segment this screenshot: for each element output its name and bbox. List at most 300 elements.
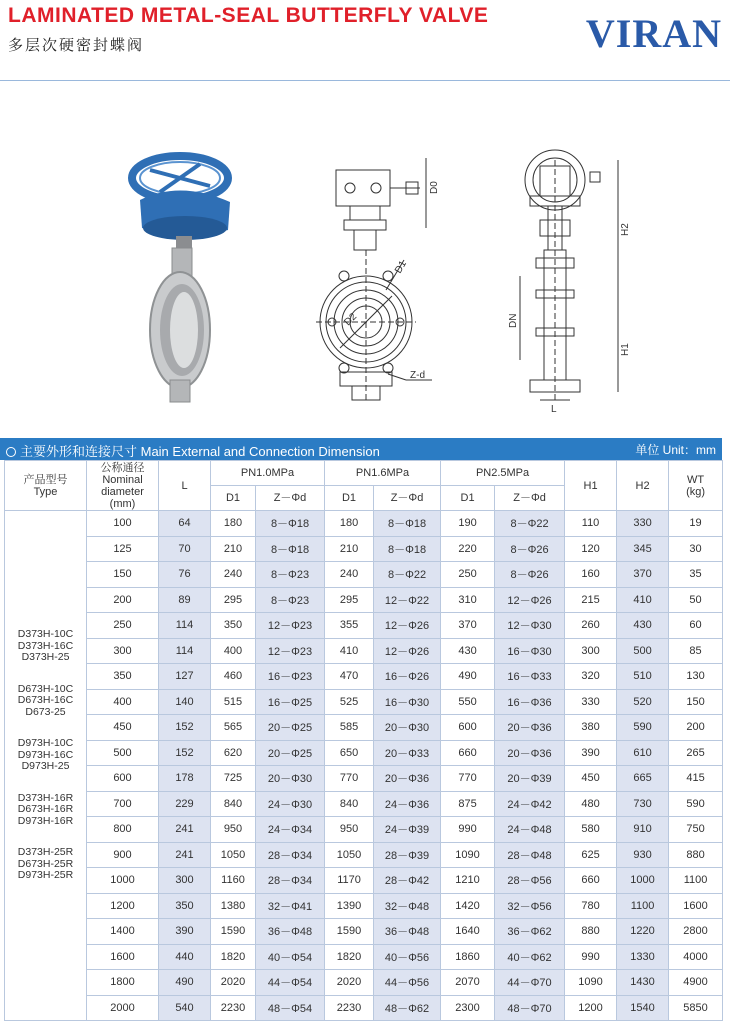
table-cell: 750 [669, 817, 723, 843]
table-cell: 150 [87, 562, 159, 588]
table-cell: 300 [159, 868, 211, 894]
table-cell: 32－Φ48 [374, 893, 441, 919]
table-cell: 2020 [211, 970, 256, 996]
table-cell: 320 [565, 664, 617, 690]
table-cell: 28－Φ39 [374, 842, 441, 868]
table-cell: 215 [565, 587, 617, 613]
table-cell: 625 [565, 842, 617, 868]
table-cell: 660 [565, 868, 617, 894]
table-cell: 70 [159, 536, 211, 562]
table-row [5, 995, 723, 1021]
header-pn25-zphid: Z－Φd [495, 486, 565, 511]
table-cell: 800 [87, 817, 159, 843]
table-cell: 430 [617, 613, 669, 639]
table-cell: 12－Φ23 [256, 613, 325, 639]
table-cell: 2800 [669, 919, 723, 945]
table-cell: 1210 [441, 868, 495, 894]
table-cell: 40－Φ56 [374, 944, 441, 970]
table-cell: 24－Φ30 [256, 791, 325, 817]
table-cell: 48－Φ70 [495, 995, 565, 1021]
table-cell: 1640 [441, 919, 495, 945]
table-cell: 1100 [669, 868, 723, 894]
table-cell: 20－Φ33 [374, 740, 441, 766]
table-cell: 24－Φ42 [495, 791, 565, 817]
table-cell: 410 [325, 638, 374, 664]
table-cell: 1820 [325, 944, 374, 970]
table-cell: 770 [325, 766, 374, 792]
table-cell: 355 [325, 613, 374, 639]
table-cell: 12－Φ22 [374, 587, 441, 613]
table-cell: 1590 [211, 919, 256, 945]
table-cell: 210 [211, 536, 256, 562]
table-row [5, 817, 723, 843]
table-cell: 20－Φ30 [256, 766, 325, 792]
table-cell: 665 [617, 766, 669, 792]
table-cell: 390 [565, 740, 617, 766]
table-cell: 20－Φ25 [256, 740, 325, 766]
table-cell: 44－Φ54 [256, 970, 325, 996]
table-cell: 200 [87, 587, 159, 613]
table-cell: 30 [669, 536, 723, 562]
table-row [5, 842, 723, 868]
table-cell: 35 [669, 562, 723, 588]
table-cell: 370 [441, 613, 495, 639]
header-dn-cn: 公称通径 [100, 461, 145, 474]
brand-logo: VIRAN [585, 11, 722, 56]
table-cell: 240 [325, 562, 374, 588]
table-cell: 840 [325, 791, 374, 817]
table-cell: 12－Φ23 [256, 638, 325, 664]
table-row [5, 689, 723, 715]
table-cell: 410 [617, 587, 669, 613]
type-code: D373H-25R [17, 846, 74, 858]
table-cell: 880 [669, 842, 723, 868]
table-cell: 2070 [441, 970, 495, 996]
table-cell: 12－Φ26 [495, 587, 565, 613]
type-code: D973H-16R [17, 814, 74, 827]
table-cell: 930 [617, 842, 669, 868]
label-zd: Z-d [410, 370, 425, 381]
table-cell: 590 [617, 715, 669, 741]
table-cell: 440 [159, 944, 211, 970]
table-cell: 44－Φ70 [495, 970, 565, 996]
table-body [5, 511, 723, 1021]
table-cell: 990 [441, 817, 495, 843]
table-cell: 310 [441, 587, 495, 613]
table-cell: 600 [87, 766, 159, 792]
table-cell: 20－Φ36 [495, 715, 565, 741]
table-cell: 19 [669, 511, 723, 537]
table-cell: 28－Φ34 [256, 842, 325, 868]
table-cell: 24－Φ36 [374, 791, 441, 817]
table-cell: 540 [159, 995, 211, 1021]
table-cell: 460 [211, 664, 256, 690]
table-cell: 730 [617, 791, 669, 817]
table-cell: 565 [211, 715, 256, 741]
table-cell: 1090 [565, 970, 617, 996]
table-cell: 265 [669, 740, 723, 766]
table-cell: 220 [441, 536, 495, 562]
table-cell: 580 [565, 817, 617, 843]
valve-photo [132, 156, 230, 402]
table-cell: 1050 [325, 842, 374, 868]
type-code: D973H-10C [17, 737, 74, 749]
header-dn [87, 461, 159, 511]
table-cell: 370 [617, 562, 669, 588]
table-cell: 520 [617, 689, 669, 715]
table-row [5, 613, 723, 639]
type-group [5, 629, 86, 664]
table-cell: 250 [441, 562, 495, 588]
table-row [5, 766, 723, 792]
table-cell: 150 [669, 689, 723, 715]
table-cell: 140 [159, 689, 211, 715]
table-cell: 490 [159, 970, 211, 996]
table-cell: 1050 [211, 842, 256, 868]
table-cell: 114 [159, 613, 211, 639]
table-cell: 16－Φ33 [495, 664, 565, 690]
table-cell: 40－Φ54 [256, 944, 325, 970]
table-cell: 8－Φ22 [495, 511, 565, 537]
table-cell: 32－Φ41 [256, 893, 325, 919]
header-h1: H1 [565, 461, 617, 511]
table-cell: 8－Φ18 [374, 511, 441, 537]
table-cell: 390 [159, 919, 211, 945]
table-cell: 36－Φ62 [495, 919, 565, 945]
table-cell: 4900 [669, 970, 723, 996]
table-cell: 400 [87, 689, 159, 715]
table-cell: 350 [159, 893, 211, 919]
type-code: D373H-10C [17, 628, 74, 640]
table-cell: 480 [565, 791, 617, 817]
table-cell: 24－Φ48 [495, 817, 565, 843]
unit-label: 单位 Unit：mm [635, 443, 716, 457]
table-cell: 16－Φ30 [495, 638, 565, 664]
table-cell: 36－Φ48 [256, 919, 325, 945]
header-type-cn: 产品型号 [23, 473, 68, 486]
type-group [5, 847, 86, 882]
table-cell: 990 [565, 944, 617, 970]
table-row [5, 970, 723, 996]
table-cell: 1330 [617, 944, 669, 970]
table-cell: 1420 [441, 893, 495, 919]
type-code: D673-25 [25, 705, 66, 718]
table-cell: 900 [87, 842, 159, 868]
table-cell: 1540 [617, 995, 669, 1021]
table-cell: 8－Φ23 [256, 562, 325, 588]
table-cell: 28－Φ48 [495, 842, 565, 868]
table-cell: 380 [565, 715, 617, 741]
table-cell: 24－Φ39 [374, 817, 441, 843]
table-cell: 1390 [325, 893, 374, 919]
table-cell: 950 [211, 817, 256, 843]
table-row [5, 587, 723, 613]
table-cell: 190 [441, 511, 495, 537]
header-pn25-d1: D1 [441, 486, 495, 511]
header-divider [0, 80, 730, 81]
table-cell: 20－Φ25 [256, 715, 325, 741]
page-title-en: LAMINATED METAL-SEAL BUTTERFLY VALVE [8, 4, 489, 27]
header-dn-en2: diameter [101, 485, 144, 498]
type-cell [5, 511, 87, 1021]
header-wt [669, 461, 723, 511]
table-cell: 76 [159, 562, 211, 588]
table-cell: 1380 [211, 893, 256, 919]
side-view-drawing [520, 150, 618, 400]
table-cell: 910 [617, 817, 669, 843]
table-title-bar [0, 438, 722, 460]
type-code: D373H-16C [17, 639, 74, 652]
label-l: L [551, 404, 557, 415]
table-cell: 16－Φ30 [374, 689, 441, 715]
table-cell: 875 [441, 791, 495, 817]
table-cell: 8－Φ18 [256, 536, 325, 562]
table-cell: 1200 [565, 995, 617, 1021]
table-cell: 1800 [87, 970, 159, 996]
table-cell: 40－Φ62 [495, 944, 565, 970]
table-cell: 64 [159, 511, 211, 537]
table-cell: 700 [87, 791, 159, 817]
table-cell: 1430 [617, 970, 669, 996]
table-cell: 470 [325, 664, 374, 690]
table-cell: 8－Φ26 [495, 562, 565, 588]
header-wt-unit: (kg) [686, 485, 706, 498]
table-cell: 20－Φ36 [374, 766, 441, 792]
header-pn25: PN2.5MPa [441, 461, 565, 486]
type-code: D973H-25 [21, 760, 70, 772]
table-cell: 250 [87, 613, 159, 639]
table-cell: 178 [159, 766, 211, 792]
bullet-icon [6, 447, 16, 457]
table-row [5, 868, 723, 894]
table-cell: 650 [325, 740, 374, 766]
table-cell: 8－Φ18 [256, 511, 325, 537]
table-cell: 4000 [669, 944, 723, 970]
table-cell: 200 [669, 715, 723, 741]
table-cell: 1820 [211, 944, 256, 970]
type-code: D673H-25R [17, 857, 74, 870]
table-cell: 8－Φ22 [374, 562, 441, 588]
type-code: D673H-10C [17, 682, 74, 695]
table-cell: 550 [441, 689, 495, 715]
table-cell: 295 [211, 587, 256, 613]
table-cell: 450 [565, 766, 617, 792]
front-view-drawing [316, 158, 432, 402]
table-cell: 5850 [669, 995, 723, 1021]
table-cell: 515 [211, 689, 256, 715]
header-l: L [159, 461, 211, 511]
header-wt-label: WT [686, 473, 705, 486]
table-cell: 28－Φ34 [256, 868, 325, 894]
label-d2: D2 [342, 311, 360, 329]
valve-figures [0, 140, 730, 420]
header-pn10-d1: D1 [211, 486, 256, 511]
table-cell: 16－Φ36 [495, 689, 565, 715]
header-type [5, 461, 87, 511]
label-d1: D1 [393, 258, 409, 276]
table-cell: 330 [617, 511, 669, 537]
table-cell: 1600 [669, 893, 723, 919]
table-cell: 28－Φ42 [374, 868, 441, 894]
dimension-table [4, 460, 723, 1021]
table-cell: 50 [669, 587, 723, 613]
type-code: D973H-25R [17, 869, 74, 881]
table-title: 主要外形和连接尺寸 Main External and Connection Dimension [20, 444, 380, 459]
label-dn: DN [508, 313, 519, 328]
table-cell: 840 [211, 791, 256, 817]
table-cell: 24－Φ34 [256, 817, 325, 843]
type-code: D673H-16C [17, 694, 74, 706]
table-cell: 450 [87, 715, 159, 741]
header-dn-en3: (mm) [109, 497, 136, 510]
type-group [5, 738, 86, 773]
table-cell: 1000 [87, 868, 159, 894]
table-cell: 610 [617, 740, 669, 766]
table-cell: 620 [211, 740, 256, 766]
table-cell: 48－Φ54 [256, 995, 325, 1021]
table-cell: 114 [159, 638, 211, 664]
table-cell: 510 [617, 664, 669, 690]
type-group [5, 793, 86, 828]
table-cell: 660 [441, 740, 495, 766]
table-cell: 500 [87, 740, 159, 766]
table-row [5, 893, 723, 919]
table-cell: 490 [441, 664, 495, 690]
table-cell: 770 [441, 766, 495, 792]
table-cell: 180 [211, 511, 256, 537]
table-cell: 1170 [325, 868, 374, 894]
table-cell: 1160 [211, 868, 256, 894]
table-cell: 430 [441, 638, 495, 664]
table-cell: 1590 [325, 919, 374, 945]
table-cell: 1200 [87, 893, 159, 919]
table-row [5, 919, 723, 945]
table-cell: 12－Φ26 [374, 638, 441, 664]
table-cell: 2230 [211, 995, 256, 1021]
table-cell: 260 [565, 613, 617, 639]
table-cell: 110 [565, 511, 617, 537]
table-cell: 345 [617, 536, 669, 562]
type-code: D373H-16R [17, 791, 74, 804]
table-cell: 2230 [325, 995, 374, 1021]
table-cell: 1090 [441, 842, 495, 868]
table-cell: 415 [669, 766, 723, 792]
table-row [5, 740, 723, 766]
table-cell: 85 [669, 638, 723, 664]
table-cell: 780 [565, 893, 617, 919]
table-cell: 180 [325, 511, 374, 537]
table-cell: 330 [565, 689, 617, 715]
table-cell: 1220 [617, 919, 669, 945]
table-cell: 880 [565, 919, 617, 945]
type-code: D673H-16R [17, 803, 74, 815]
table-row [5, 511, 723, 537]
header-h2: H2 [617, 461, 669, 511]
header-dn-en1: Nominal [102, 473, 143, 486]
table-cell: 125 [87, 536, 159, 562]
table-cell: 400 [211, 638, 256, 664]
table-row [5, 536, 723, 562]
table-cell: 1400 [87, 919, 159, 945]
table-cell: 1100 [617, 893, 669, 919]
table-cell: 2020 [325, 970, 374, 996]
type-code: D973H-16C [17, 748, 74, 761]
table-cell: 2300 [441, 995, 495, 1021]
label-h1: H1 [620, 343, 631, 356]
table-cell: 28－Φ56 [495, 868, 565, 894]
table-cell: 350 [211, 613, 256, 639]
table-row [5, 791, 723, 817]
table-cell: 152 [159, 740, 211, 766]
table-row [5, 562, 723, 588]
table-cell: 350 [87, 664, 159, 690]
table-cell: 8－Φ26 [495, 536, 565, 562]
label-d0: D0 [429, 181, 440, 194]
table-cell: 8－Φ18 [374, 536, 441, 562]
table-cell: 2000 [87, 995, 159, 1021]
table-cell: 44－Φ56 [374, 970, 441, 996]
table-cell: 300 [87, 638, 159, 664]
table-cell: 210 [325, 536, 374, 562]
table-row [5, 944, 723, 970]
table-cell: 32－Φ56 [495, 893, 565, 919]
table-cell: 48－Φ62 [374, 995, 441, 1021]
table-cell: 525 [325, 689, 374, 715]
header-pn16-d1: D1 [325, 486, 374, 511]
table-row [5, 664, 723, 690]
table-cell: 295 [325, 587, 374, 613]
table-cell: 16－Φ23 [256, 664, 325, 690]
table-cell: 152 [159, 715, 211, 741]
table-cell: 20－Φ39 [495, 766, 565, 792]
table-cell: 1600 [87, 944, 159, 970]
table-cell: 12－Φ26 [374, 613, 441, 639]
table-row [5, 715, 723, 741]
table-cell: 89 [159, 587, 211, 613]
table-cell: 950 [325, 817, 374, 843]
header-pn16: PN1.6MPa [325, 461, 441, 486]
table-cell: 500 [617, 638, 669, 664]
table-cell: 16－Φ26 [374, 664, 441, 690]
table-cell: 16－Φ25 [256, 689, 325, 715]
table-cell: 20－Φ36 [495, 740, 565, 766]
table-cell: 12－Φ30 [495, 613, 565, 639]
label-h2: H2 [620, 223, 631, 236]
table-cell: 60 [669, 613, 723, 639]
page-title-cn: 多层次硬密封蝶阀 [8, 36, 145, 54]
table-cell: 241 [159, 817, 211, 843]
table-cell: 600 [441, 715, 495, 741]
table-cell: 241 [159, 842, 211, 868]
table-cell: 1860 [441, 944, 495, 970]
table-cell: 8－Φ23 [256, 587, 325, 613]
table-cell: 229 [159, 791, 211, 817]
table-cell: 240 [211, 562, 256, 588]
header-pn10-zphid: Z－Φd [256, 486, 325, 511]
table-cell: 300 [565, 638, 617, 664]
table-cell: 100 [87, 511, 159, 537]
header-pn16-zphid: Z－Φd [374, 486, 441, 511]
table-row [5, 638, 723, 664]
header-type-en: Type [33, 485, 58, 498]
table-cell: 585 [325, 715, 374, 741]
table-cell: 160 [565, 562, 617, 588]
table-cell: 20－Φ30 [374, 715, 441, 741]
table-cell: 130 [669, 664, 723, 690]
header-pn10: PN1.0MPa [211, 461, 325, 486]
table-cell: 1000 [617, 868, 669, 894]
type-group [5, 684, 86, 719]
